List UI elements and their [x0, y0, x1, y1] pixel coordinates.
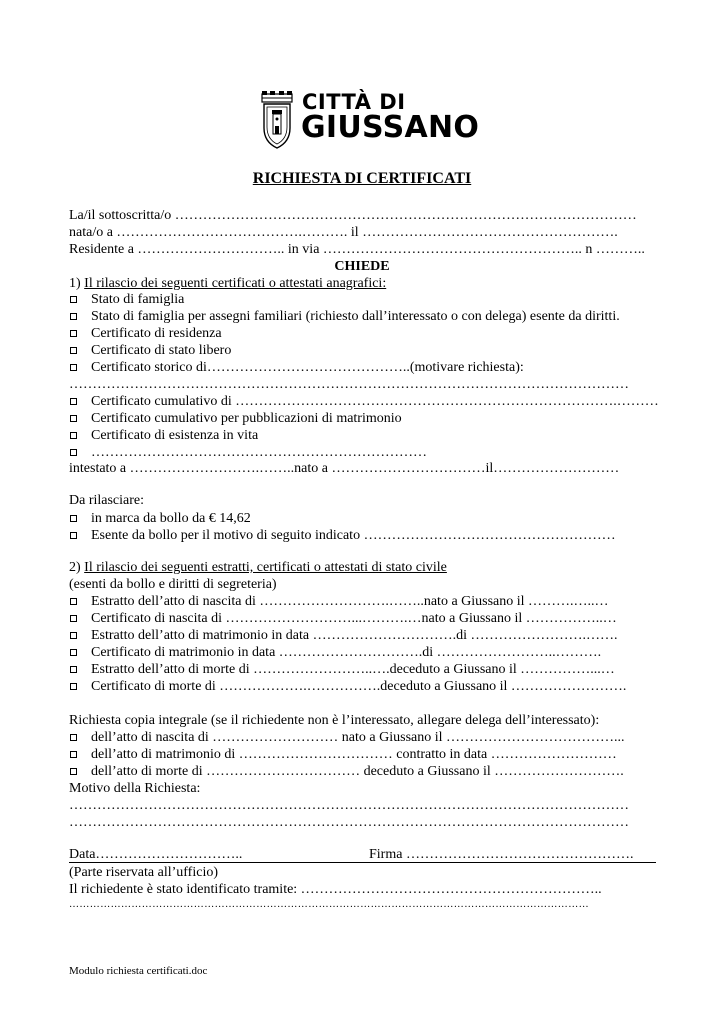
checkbox[interactable]	[70, 632, 77, 639]
checkbox[interactable]	[70, 666, 77, 673]
checkbox[interactable]	[70, 734, 77, 741]
ufficio-dotted-line[interactable]: ……………………………………………………………………………………………………………………………………	[69, 899, 589, 910]
checkbox[interactable]	[70, 598, 77, 605]
checkbox-label: dell’atto di morte di …………………………… deceduto a Giussano il ……………………….	[91, 764, 624, 779]
checkbox[interactable]	[70, 313, 77, 320]
checkbox-label: Estratto dell’atto di morte di ……………………..….deceduto a Giussano il ……………...…	[91, 662, 615, 677]
checkbox-label: in marca da bollo da € 14,62	[91, 511, 251, 526]
identificato-line[interactable]: Il richiedente è stato identificato tramite: ………………………………………………………..	[69, 882, 602, 897]
checkbox-label: dell’atto di nascita di ……………………… nato a Giussano il ………………………………...	[91, 730, 625, 745]
rilascio-heading: Da rilasciare:	[69, 493, 145, 508]
checkbox-label: Certificato di stato libero	[91, 343, 232, 358]
section1-title: Il rilascio dei seguenti certificati o attestati anagrafici:	[84, 276, 387, 291]
checkbox[interactable]	[70, 415, 77, 422]
firma-field[interactable]: Firma ………………………………………….	[369, 847, 634, 862]
intestato-line[interactable]: intestato a ……………………….……..nato a ……………………………il………………………	[69, 461, 620, 476]
checkbox-label: Estratto dell’atto di matrimonio in data ………………………….di …………………….…….	[91, 628, 618, 643]
checkbox[interactable]	[70, 768, 77, 775]
checkbox[interactable]	[70, 532, 77, 539]
checkbox[interactable]	[70, 649, 77, 656]
checkbox-label: Certificato di morte di ……………….…………….deceduto a Giussano il …………………….	[91, 679, 627, 694]
checkbox[interactable]	[70, 398, 77, 405]
logo-text-line1: CITTÀ DI	[302, 90, 406, 114]
section2-title: Il rilascio dei seguenti estratti, certificati o attestati di stato civile	[84, 560, 447, 575]
intro-residence-line: Residente a ………………………….. in via ……………………………………………….. n ………..	[69, 242, 645, 257]
section1-heading	[69, 275, 386, 292]
checkbox[interactable]	[70, 615, 77, 622]
checkbox-label: Certificato cumulativo di ……………………………………………………………………….………	[91, 394, 659, 409]
section2-heading	[69, 559, 447, 576]
data-field[interactable]: Data…………………………..	[69, 847, 243, 862]
checkbox[interactable]	[70, 751, 77, 758]
checkbox-label: Certificato cumulativo per pubblicazioni di matrimonio	[91, 411, 402, 426]
logo-text-line2: GIUSSANO	[301, 110, 480, 145]
checkbox[interactable]	[70, 364, 77, 371]
copia-heading: Richiesta copia integrale (se il richiedente non è l’interessato, allegare delega dell’interessato):	[69, 713, 600, 728]
checkbox[interactable]	[70, 330, 77, 337]
footer-filename: Modulo richiesta certificati.doc	[69, 965, 208, 977]
ufficio-heading: (Parte riservata all’ufficio)	[69, 865, 219, 880]
checkbox[interactable]	[70, 515, 77, 522]
intro-birth-line: nata/o a ………………………………….………. il ……………………………………………….	[69, 225, 618, 240]
document-title: RICHIESTA DI CERTIFICATI	[252, 170, 472, 187]
checkbox-label: Certificato di esistenza in vita	[91, 428, 259, 443]
coat-of-arms-icon	[258, 88, 298, 150]
motivo-label: Motivo della Richiesta:	[69, 781, 201, 796]
section2-subheading: (esenti da bollo e diritti di segreteria)	[69, 577, 277, 592]
checkbox-label: Certificato di matrimonio in data ………………………….di ……………………..……….	[91, 645, 602, 660]
checkbox[interactable]	[70, 296, 77, 303]
checkbox[interactable]	[70, 347, 77, 354]
separator-line	[69, 862, 656, 863]
checkbox-label: Certificato di residenza	[91, 326, 222, 341]
checkbox-label: Certificato di nascita di ………………………...……….…nato a Giussano il ……………..…	[91, 611, 617, 626]
checkbox-label: ………………………………………………………………	[91, 445, 427, 460]
checkbox[interactable]	[70, 683, 77, 690]
checkbox-label: Stato di famiglia per assegni familiari (richiesto dall’interessato o con delega) esente da diritti.	[91, 309, 620, 324]
checkbox-label: dell’atto di matrimonio di …………………………… contratto in data ………………………	[91, 747, 617, 762]
checkbox[interactable]	[70, 449, 77, 456]
motivo-dotted-line-2[interactable]: …………………………………………………………………………………………………………	[69, 815, 629, 830]
dotted-line[interactable]: …………………………………………………………………………………………………………	[69, 377, 629, 392]
checkbox-label: Certificato storico di……………………………………..(motivare richiesta):	[91, 360, 524, 375]
intro-name-line: La/il sottoscritta/o ………………………………………………………………………………………	[69, 208, 637, 223]
motivo-dotted-line-1[interactable]: …………………………………………………………………………………………………………	[69, 798, 629, 813]
section2-number: 2)	[69, 560, 85, 575]
checkbox-label: Esente da bollo per il motivo di seguito indicato ………………………………………………	[91, 528, 616, 543]
checkbox-label: Estratto dell’atto di nascita di ……………………….……..nato a Giussano il ……….…..…	[91, 594, 609, 609]
section1-number: 1)	[69, 276, 85, 291]
checkbox[interactable]	[70, 432, 77, 439]
city-logo	[258, 88, 480, 150]
chiede-heading: CHIEDE	[334, 259, 390, 274]
checkbox-label: Stato di famiglia	[91, 292, 185, 307]
